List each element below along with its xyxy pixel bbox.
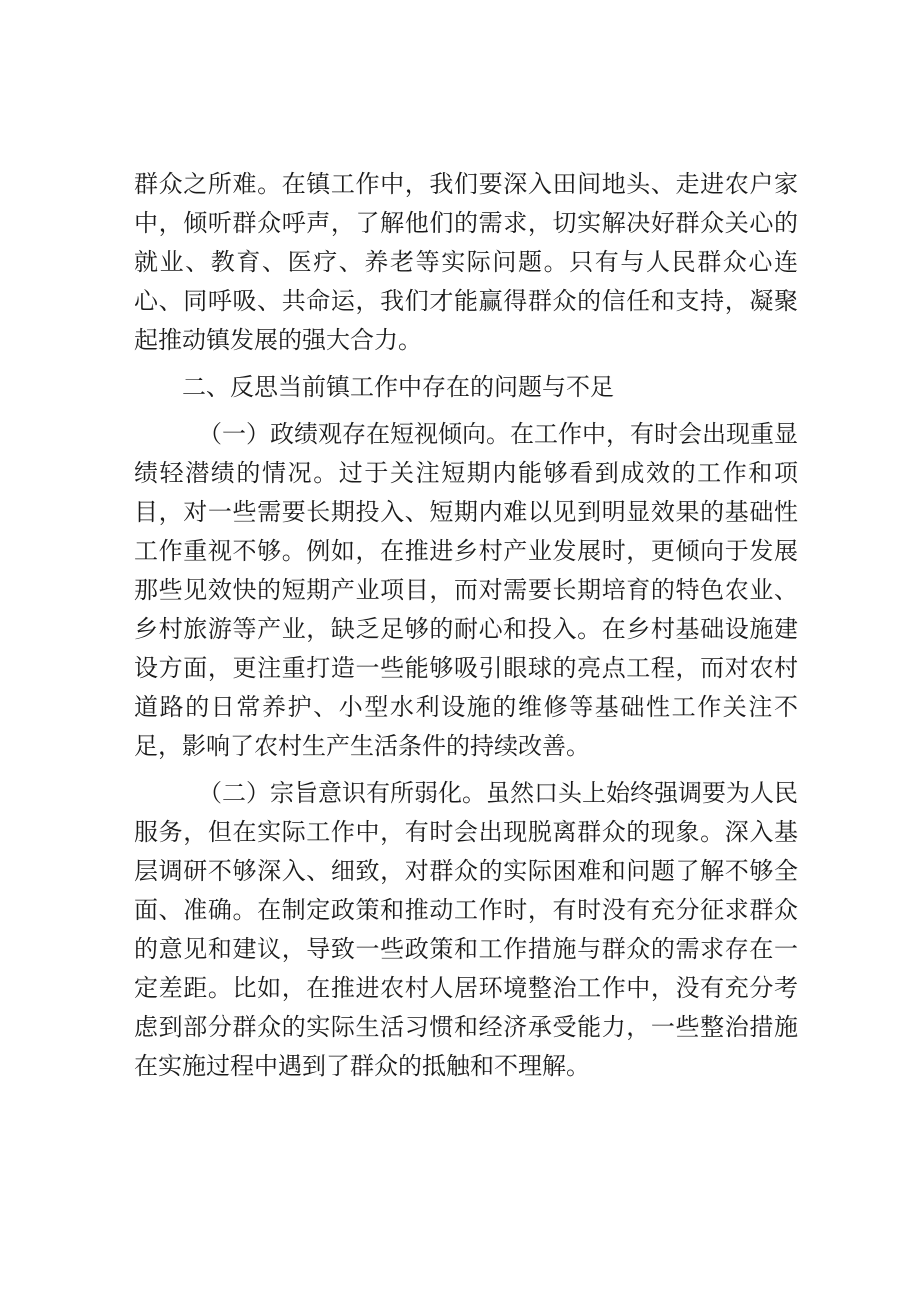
document-body <box>134 165 798 1086</box>
section-two-heading: 二、反思当前镇工作中存在的问题与不足 <box>182 373 614 401</box>
point-one-paragraph: （一）政绩观存在短视倾向。在工作中，有时会出现重显绩轻潜绩的情况。过于关注短期内能够看到成效的工作和项目，对一些需要长期投入、短期内难以见到明显效果的基础性工作重视不够。例如，在推进乡村产业发展时，更倾向于发展那些见效快的短期产业项目，而对需要长期培育的特色农业、乡村旅游等产业，缺乏足够的耐心和投入。在乡村基础设施建设方面，更注重打造一些能够吸引眼球的亮点工程，而对农村道路的日常养护、小型水利设施的维修等基础性工作关注不足，影响了农村生产生活条件的持续改善。 <box>134 420 798 760</box>
point-two-paragraph: （二）宗旨意识有所弱化。虽然口头上始终强调要为人民服务，但在实际工作中，有时会出现脱离群众的现象。深入基层调研不够深入、细致，对群众的实际困难和问题了解不够全面、准确。在制定政策和推动工作时，有时没有充分征求群众的意见和建议，导致一些政策和工作措施与群众的需求存在一定差距。比如，在推进农村人居环境整治工作中，没有充分考虑到部分群众的实际生活习惯和经济承受能力，一些整治措施在实施过程中遇到了群众的抵触和不理解。 <box>134 779 798 1080</box>
intro-continuation-paragraph: 群众之所难。在镇工作中，我们要深入田间地头、走进农户家中，倾听群众呼声，了解他们的需求，切实解决好群众关心的就业、教育、医疗、养老等实际问题。只有与人民群众心连心、同呼吸、共命运，我们才能赢得群众的信任和支持，凝聚起推动镇发展的强大合力。 <box>134 170 798 354</box>
